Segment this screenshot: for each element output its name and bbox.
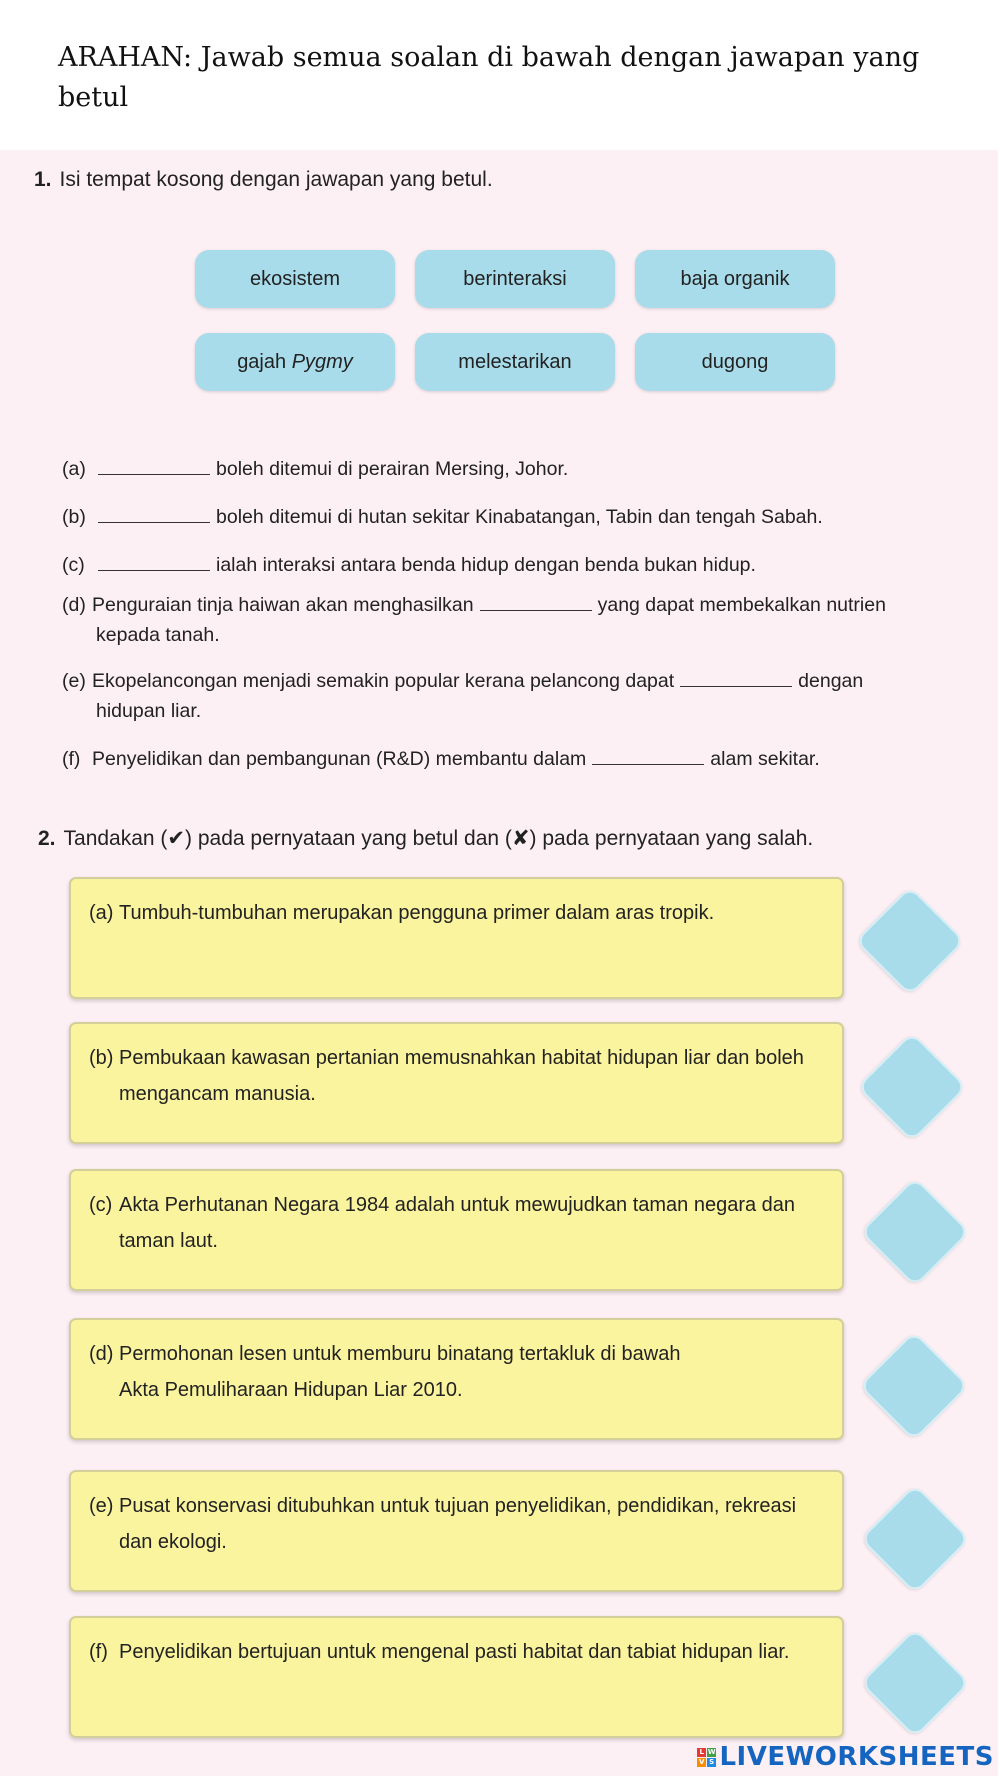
fill-item-d: (d) Penguraian tinja haiwan akan menghasilkan yang dapat membekalkan nutrien kepada tanah. — [62, 594, 886, 646]
instruction-text: ARAHAN: Jawab semua soalan di bawah dengan jawapan yang betul — [58, 42, 920, 113]
blank-drop-b[interactable] — [98, 504, 210, 523]
word-chip-berinteraksi[interactable]: berinteraksi — [415, 250, 615, 308]
fill-item-e: (e) Ekopelancongan menjadi semakin popular kerana pelancong dapat dengan hidupan liar. — [62, 670, 864, 722]
blank-drop-f[interactable] — [592, 746, 704, 765]
liveworksheets-brand-text: LIVEWORKSHEETS — [719, 1742, 994, 1772]
liveworksheets-logo-icon: L W V S — [698, 1747, 717, 1766]
question-2-number: 2. — [38, 827, 56, 850]
question-1-title: Isi tempat kosong dengan jawapan yang betul. — [59, 168, 493, 191]
liveworksheets-logo[interactable] — [697, 1742, 994, 1772]
word-chip-baja-organik[interactable]: baja organik — [635, 250, 835, 308]
answer-diamond-f[interactable] — [860, 1628, 970, 1738]
statement-card-e: (e) Pusat konservasi ditubuhkan untuk tujuan penyelidikan, pendidikan, rekreasi dan ekologi. — [69, 1470, 844, 1592]
blank-drop-c[interactable] — [98, 552, 210, 571]
statement-card-b: (b) Pembukaan kawasan pertanian memusnahkan habitat hidupan liar dan boleh mengancam manusia. — [69, 1022, 844, 1144]
blank-drop-e[interactable] — [680, 668, 792, 687]
answer-diamond-d[interactable] — [859, 1331, 969, 1441]
fill-item-a: (a) boleh ditemui di perairan Mersing, Johor. — [62, 458, 569, 480]
question-1-heading — [34, 168, 493, 192]
question-2-title: Tandakan (✔) pada pernyataan yang betul dan (✘) pada pernyataan yang salah. — [63, 827, 814, 850]
word-chip-gajah-pygmy[interactable]: gajah Pygmy — [195, 333, 395, 391]
blank-drop-a[interactable] — [98, 456, 210, 475]
answer-diamond-c[interactable] — [860, 1177, 970, 1287]
fill-item-f: (f) Penyelidikan dan pembangunan (R&D) membantu dalam alam sekitar. — [62, 748, 820, 770]
fill-item-b: (b) boleh ditemui di hutan sekitar Kinabatangan, Tabin dan tengah Sabah. — [62, 506, 823, 528]
blank-drop-d[interactable] — [480, 592, 592, 611]
worksheet — [0, 150, 998, 1776]
word-chip-ekosistem[interactable]: ekosistem — [195, 250, 395, 308]
question-2-heading — [38, 826, 813, 851]
answer-diamond-a[interactable] — [855, 886, 965, 996]
statement-card-a: (a) Tumbuh-tumbuhan merupakan pengguna primer dalam aras tropik. — [69, 877, 844, 999]
statement-card-f: (f) Penyelidikan bertujuan untuk mengenal pasti habitat dan tabiat hidupan liar. — [69, 1616, 844, 1738]
answer-diamond-b[interactable] — [857, 1032, 967, 1142]
question-1-number: 1. — [34, 168, 52, 191]
statement-card-c: (c) Akta Perhutanan Negara 1984 adalah untuk mewujudkan taman negara dan taman laut. — [69, 1169, 844, 1291]
word-chip-dugong[interactable]: dugong — [635, 333, 835, 391]
word-chip-melestarikan[interactable]: melestarikan — [415, 333, 615, 391]
fill-item-c: (c) ialah interaksi antara benda hidup dengan benda bukan hidup. — [62, 554, 756, 576]
statement-card-d: (d) Permohonan lesen untuk memburu binatang tertakluk di bawah Akta Pemuliharaan Hidupan Liar 2010. — [69, 1318, 844, 1440]
answer-diamond-e[interactable] — [860, 1484, 970, 1594]
